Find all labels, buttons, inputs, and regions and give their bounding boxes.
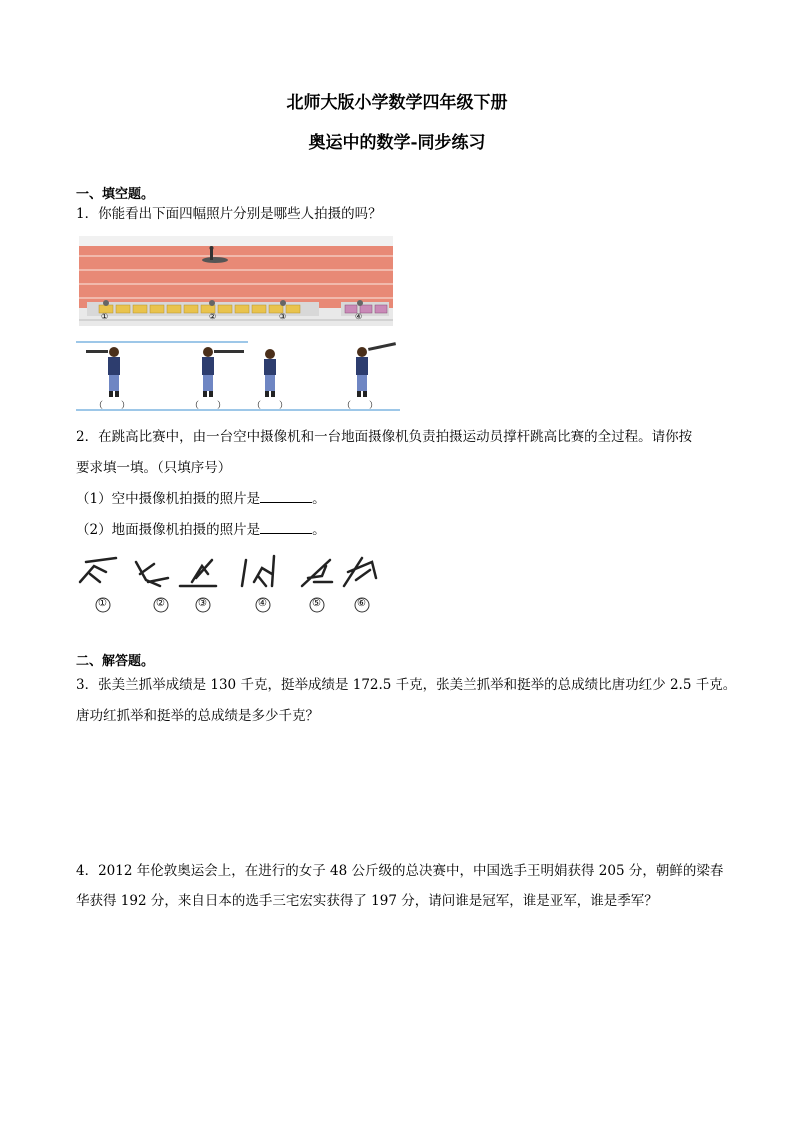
answer-paren-3: （ ）: [252, 401, 289, 411]
photo-label-1: ①: [98, 598, 107, 609]
track-photo: [79, 236, 393, 326]
photographers-figure: [76, 338, 400, 414]
pole-vault-photos: [76, 552, 392, 614]
question-3-line-1: 3．张美兰抓举成绩是 130 千克，挺举成绩是 172.5 千克，张美兰抓举和挺举的总成绩比唐功红少 2.5 千克。: [76, 677, 737, 693]
answer-paren-2: （ ）: [190, 401, 227, 411]
section-fill-heading: 一、填空题。: [76, 187, 155, 202]
seat-label-1: ①: [101, 312, 109, 321]
q2-part-2-suffix: 。: [312, 522, 326, 538]
question-2-line-2: 要求填一填。（只填序号）: [76, 460, 232, 476]
photo-label-3: ③: [198, 598, 207, 609]
q2-part-1-blank[interactable]: [260, 490, 312, 503]
photo-label-2: ②: [156, 598, 165, 609]
question-4-line-2: 华获得 192 分，来自日本的选手三宅宏实获得了 197 分，请问谁是冠军，谁是亚军，谁是季军？: [76, 893, 658, 909]
question-2-part-1: [76, 490, 326, 508]
seat-label-3: ③: [279, 312, 287, 321]
q2-part-2-label: （2）地面摄像机拍摄的照片是: [76, 522, 261, 538]
question-2-line-1: 2．在跳高比赛中，由一台空中摄像机和一台地面摄像机负责拍摄运动员撑杆跳高比赛的全过程。请你按: [76, 429, 693, 445]
seat-label-4: ④: [355, 312, 363, 321]
seat-label-2: ②: [209, 312, 217, 321]
question-2-part-2: [76, 521, 326, 539]
q2-part-1-label: （1）空中摄像机拍摄的照片是: [76, 491, 261, 507]
photo-label-6: ⑥: [357, 598, 366, 609]
answer-paren-1: （ ）: [94, 401, 131, 411]
question-4-line-1: 4．2012 年伦敦奥运会上，在进行的女子 48 公斤级的总决赛中，中国选手王明娟获得 205 分，朝鲜的梁春: [76, 863, 724, 879]
page-title: 北师大版小学数学四年级下册: [286, 93, 508, 113]
section-solve-heading: 二、解答题。: [76, 654, 155, 669]
q2-part-1-suffix: 。: [312, 491, 326, 507]
answer-paren-4: （ ）: [342, 401, 379, 411]
question-1-text: 1．你能看出下面四幅照片分别是哪些人拍摄的吗？: [76, 206, 382, 222]
photo-label-5: ⑤: [312, 598, 321, 609]
question-3-line-2: 唐功红抓举和挺举的总成绩是多少千克？: [76, 708, 319, 724]
page-subtitle: 奥运中的数学-同步练习: [308, 133, 486, 153]
q2-part-2-blank[interactable]: [260, 521, 312, 534]
photo-label-4: ④: [258, 598, 267, 609]
